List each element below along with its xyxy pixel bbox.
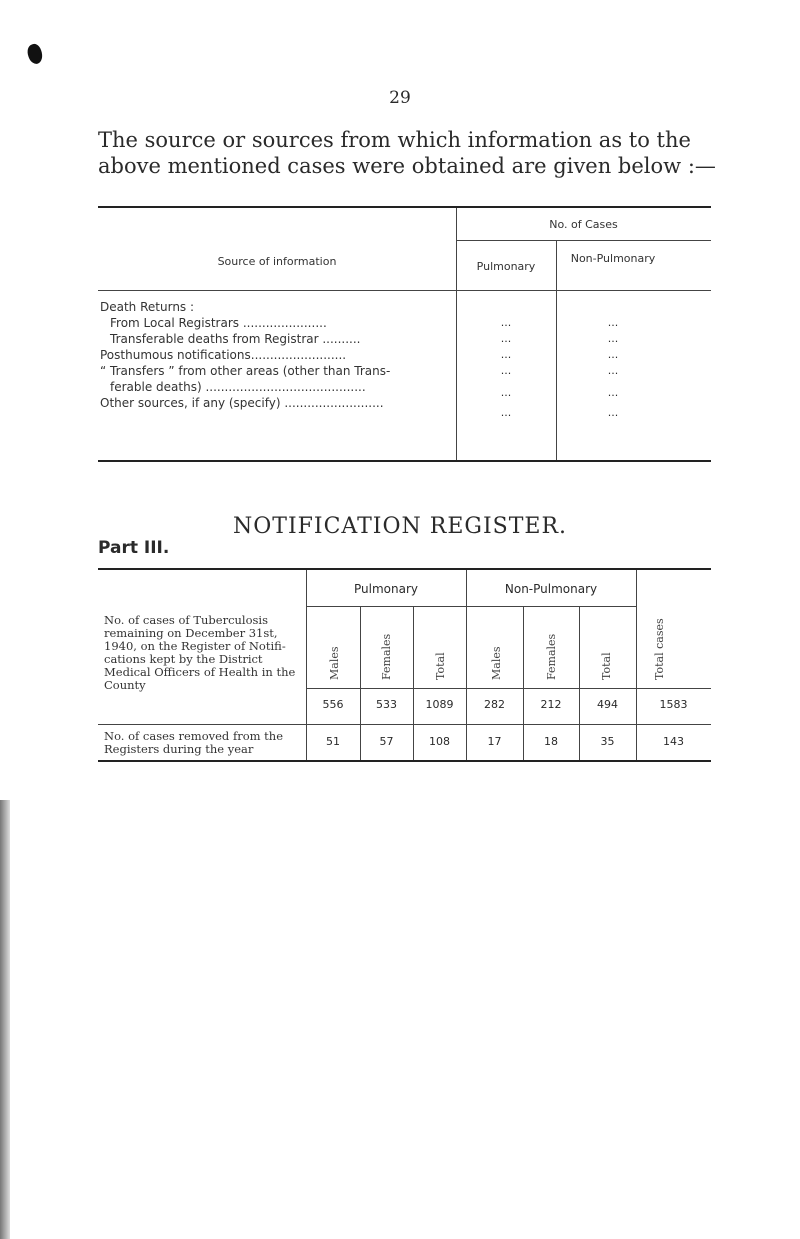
cases-header: No. of Cases [549,218,618,231]
pulmonary-value: ... [500,406,512,419]
margin-ink-mark [25,42,45,66]
header-divider [98,290,711,291]
non-pulmonary-total-removed: 35 [600,735,615,748]
non-pulmonary-value: ... [607,316,619,329]
column-divider [556,240,557,460]
total-column-header: Total [434,652,447,680]
pulmonary-group-header: Pulmonary [354,582,418,596]
non-pulmonary-value: ... [607,332,619,345]
column-divider [456,208,457,460]
pulmonary-females-removed: 57 [379,735,394,748]
column-divider [306,570,307,760]
non-pulmonary-total-remaining: 494 [597,698,618,711]
total-cases-removed: 143 [663,735,684,748]
non-pulmonary-males-remaining: 282 [484,698,505,711]
pulmonary-males-removed: 51 [326,735,340,748]
source-row-label: From Local Registrars ...................... [110,316,327,330]
non-pulmonary-value: ... [607,348,619,361]
non-pulmonary-value: ... [607,364,619,377]
non-pulmonary-header: Non-Pulmonary [570,252,656,265]
remaining-cases-row-label: No. of cases of Tuberculosis remaining on December 31st, 1940, on the Register of Notifi-cations kept by the District Medical Officers of Health in the County [104,613,296,692]
non-pulmonary-value: ... [607,406,619,419]
notification-register-table [98,568,711,762]
section-title: NOTIFICATION REGISTER. [232,514,568,539]
column-divider [636,570,637,760]
intro-paragraph: The source or sources from which information as to the above mentioned cases were obtained are given below :— [98,128,716,178]
column-divider [466,570,467,760]
removed-cases-row-label: No. of cases removed from the Registers during the year [104,729,284,756]
part-label: Part III. [98,538,170,558]
source-row-label: Other sources, if any (specify) .......................... [100,396,384,410]
females-column-header: Females [545,633,558,680]
pulmonary-males-remaining: 556 [322,698,344,711]
non-pulmonary-group-header: Non-Pulmonary [504,582,598,596]
females-column-header: Females [380,633,393,680]
pulmonary-total-remaining: 1089 [425,698,454,711]
pulmonary-value: ... [500,364,512,377]
males-column-header: Males [328,646,341,680]
total-cases-remaining: 1583 [659,698,688,711]
source-row-label: Transferable deaths from Registrar .......... [110,332,361,346]
row-divider [98,724,711,725]
page-number: 29 [389,88,411,108]
row-divider [306,688,711,689]
pulmonary-value: ... [500,348,512,361]
source-row-label: ferable deaths) .......................................... [110,380,366,394]
pulmonary-females-remaining: 533 [376,698,397,711]
source-row-label: Death Returns : [100,300,195,314]
males-column-header: Males [490,646,503,680]
non-pulmonary-value: ... [607,386,619,399]
header-divider [456,240,711,241]
source-table [98,206,711,462]
pulmonary-header: Pulmonary [476,260,536,273]
pulmonary-value: ... [500,316,512,329]
source-row-label: “ Transfers ” from other areas (other than Trans- [100,364,391,378]
binding-shadow [0,800,10,1239]
pulmonary-value: ... [500,386,512,399]
non-pulmonary-females-remaining: 212 [540,698,562,711]
header-divider [306,606,636,607]
pulmonary-value: ... [500,332,512,345]
source-header: Source of information [217,255,337,268]
total-cases-column-header: Total cases [653,618,666,680]
pulmonary-total-removed: 108 [429,735,450,748]
source-row-label: Posthumous notifications......................... [100,348,347,362]
total-column-header: Total [600,652,613,680]
non-pulmonary-males-removed: 17 [487,735,502,748]
non-pulmonary-females-removed: 18 [544,735,558,748]
